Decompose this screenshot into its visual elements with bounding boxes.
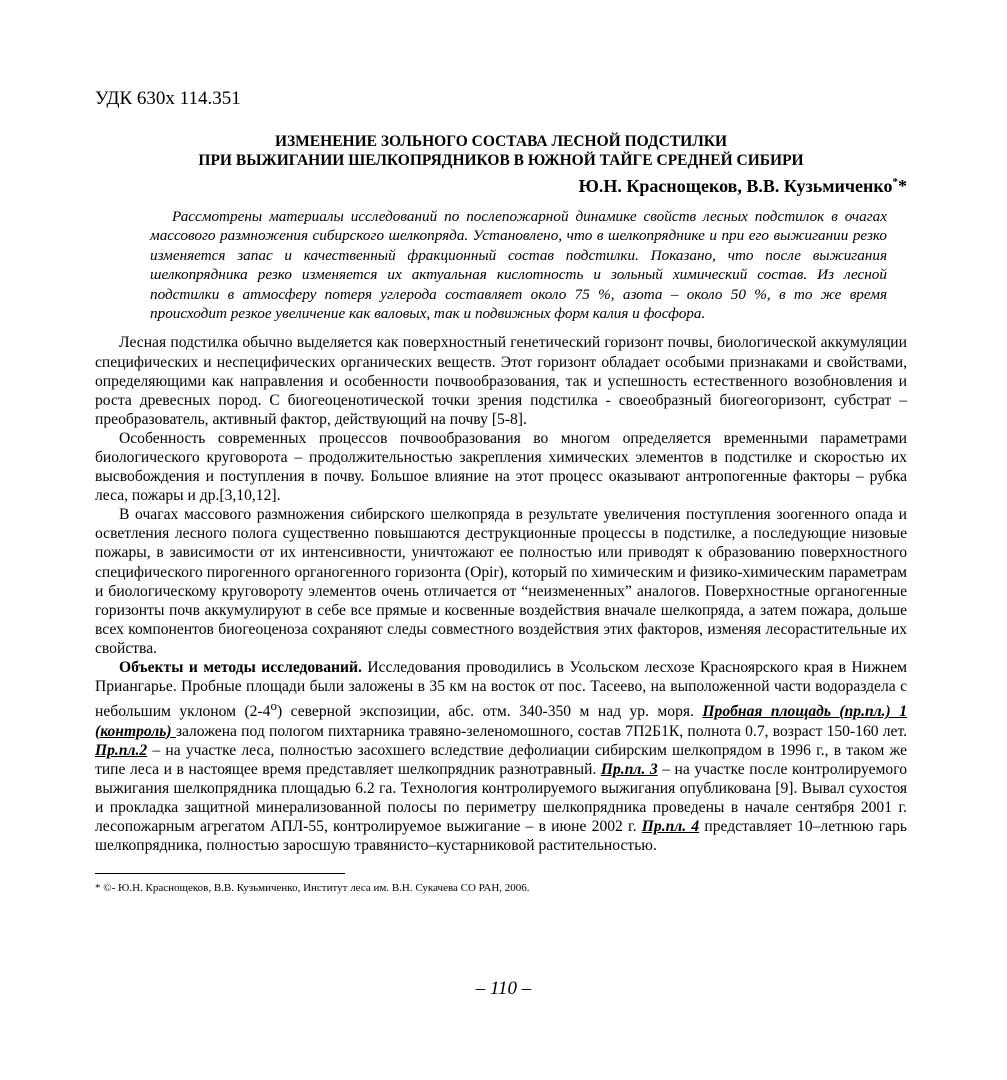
authors-names: Ю.Н. Краснощеков, В.В. Кузьмиченко <box>578 176 893 196</box>
paragraph-3: В очагах массового размножения сибирского шелкопряда в результате увеличения поступления зоогенного опада и осветления лесного полога существенно повышаются деструкционные процессы в подстилке, а последующие низовые пожары, в зависимости от их интенсивности, уничтожают ее полностью или приводят к образованию поверхностного специфического пирогенного органогенного горизонта (Opir), который по химическим и физико-химическим параметрам и биологическому круговороту элементов очень отличается от “неизмененных” аналогов. Поверхностные органогенные горизонты почв аккумулируют в себе все прямые и косвенные воздействия вначале шелкопряда, а затем пожара, дольше всех компонентов биогеоценоза сохраняют следы совместного воздействия этих факторов, изменяя лесорастительные их свойства. <box>95 506 907 657</box>
title-line-2: ПРИ ВЫЖИГАНИИ ШЕЛКОПРЯДНИКОВ В ЮЖНОЙ ТАЙГЕ СРЕДНЕЙ СИБИРИ <box>198 152 804 169</box>
abstract: Рассмотрены материалы исследований по послепожарной динамике свойств лесных подстилок в очагах массового размножения сибирского шелкопряда. Установлено, что в шелкопряднике и при его выжигании резко изменяется запас и качественный фракционный состав подстилки. Показано, что после выжигания шелкопрядника резко изменяется их актуальная кислотность и зольный химический состав. Из лесной подстилки в атмосферу потеря углерода составляет около 75 %, азота – около 50 %, в то же время происходит резкое увеличение как валовых, так и подвижных форм калия и фосфора. <box>150 208 887 323</box>
plot-2-label: Пр.пл.2 <box>95 741 148 759</box>
p4-text-b: ) северной экспозиции, абс. отм. 340-350 м над ур. моря. <box>276 703 703 721</box>
article-body <box>95 333 907 855</box>
degree-mark: о <box>270 698 277 714</box>
p4-text-e: – на участке после контролируемого выжигания шелкопрядника площадью 6.2 га. Технология контролируемого выжигания опубликована [9]. Вывал сухостоя и прокладка защитной минерализованной полосы по периметру шелкопрядника проведены в начале сентября 2001 г. лесопожарным агрегатом АПЛ-55, контролируемое выжигание – в июне 2002 г. <box>95 760 907 835</box>
paragraph-1: Лесная подстилка обычно выделяется как поверхностный генетический горизонт почвы, биологической аккумуляции специфических и неспецифических органических веществ. Этот горизонт обладает особыми признаками и свойствами, определяющими как направления и особенности почвообразования, так и успешность естественного возобновления и роста древесных пород. С биогеоценотической точки зрения подстилка - своеобразный биогеогоризонт, субстрат – преобразователь, активный фактор, действующий на почву [5-8]. <box>95 334 907 428</box>
plot-1-label: Пробная площадь (пр.пл.) 1 (контроль) <box>95 703 907 740</box>
page <box>95 88 907 894</box>
footnote-divider <box>95 873 345 874</box>
article-title <box>95 132 907 170</box>
footnote: * ©- Ю.Н. Краснощеков, В.В. Кузьмиченко, Институт леса им. В.Н. Сукачева СО РАН, 2006. <box>95 882 530 895</box>
page-number: – 110 – <box>475 978 532 999</box>
p4-text-a: Исследования проводились в Усольском лесхозе Красноярского края в Нижнем Приангарье. Пробные площади были заложены в 35 км на восток от пос. Тасеево, на выположенной части водораздела с небольшим уклоном (2-4 <box>95 659 907 721</box>
title-line-1: ИЗМЕНЕНИЕ ЗОЛЬНОГО СОСТАВА ЛЕСНОЙ ПОДСТИЛКИ <box>274 133 728 150</box>
authors <box>95 176 907 197</box>
section-heading: Объекты и методы исследований. <box>119 659 362 677</box>
p4-text-c: заложена под пологом пихтарника травяно-зеленомошного, состав 7П2Б1К, полнота 0.7, возраст 150-160 лет. <box>175 722 907 740</box>
paragraph-4 <box>95 658 907 855</box>
plot-4-label: Пр.пл. 4 <box>641 817 700 835</box>
udc-code: УДК 630х 114.351 <box>95 88 241 109</box>
plot-3-label: Пр.пл. 3 <box>600 760 658 778</box>
authors-footnote-mark: * <box>892 176 898 188</box>
p4-text-f: представляет 10–летнюю гарь шелкопрядника, полностью заросшую травянисто–кустарниковой растительностью. <box>95 817 908 855</box>
paragraph-2: Особенность современных процессов почвообразования во многом определяется временными параметрами биологического круговорота – продолжительностью закрепления химических элементов в подстилке и скоростью их высвобождения и поступления в почву. Большое влияние на этот процесс оказывают антропогенные факторы – рубка леса, пожары и др.[3,10,12]. <box>95 429 907 505</box>
authors-mark-2: * <box>898 176 907 196</box>
p4-text-d: – на участке леса, полностью засохшего вследствие дефолиации сибирским шелкопрядом в 1996 г., в таком же типе леса и в настоящее время представляет шелкопрядник разнотравный. <box>95 741 907 778</box>
